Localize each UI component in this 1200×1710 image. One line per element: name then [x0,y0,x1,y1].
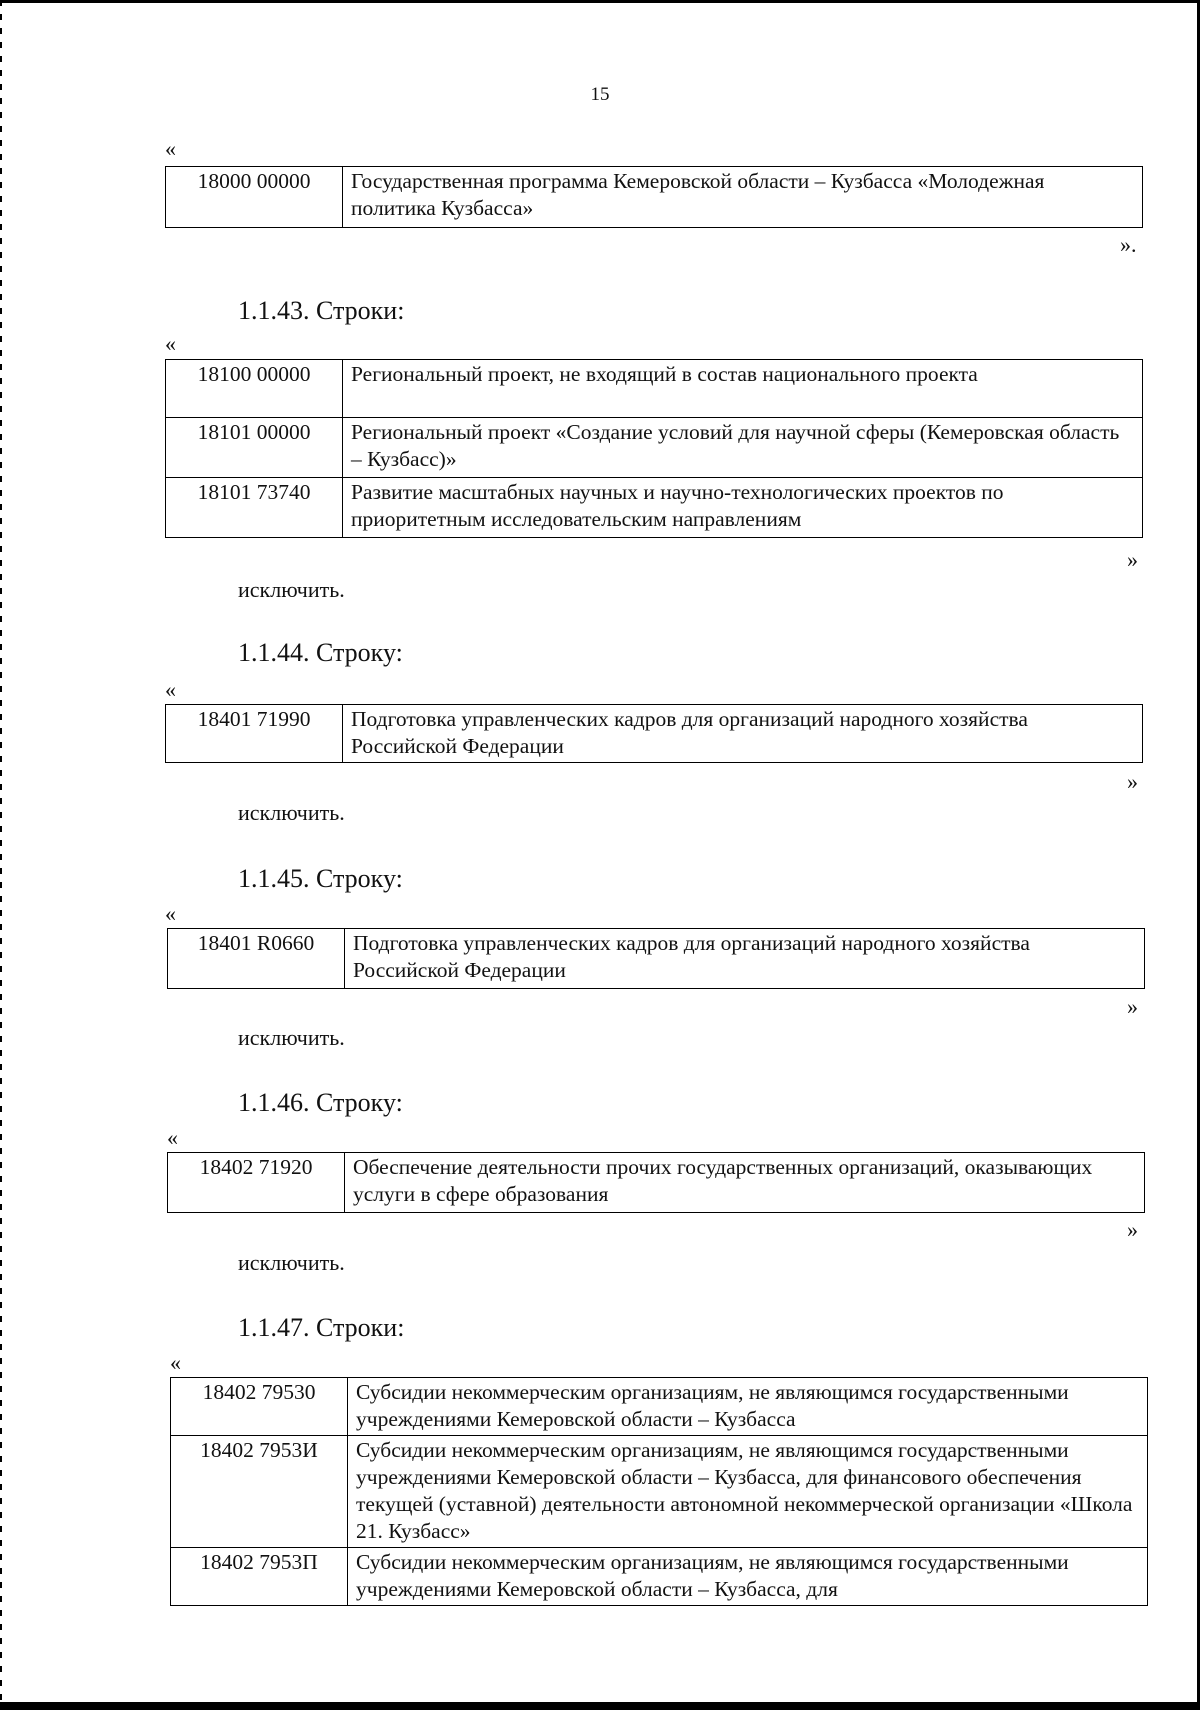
section-heading-1-1-43: 1.1.43. Строки: [238,296,405,325]
code-table-1-1-47 [170,1377,1148,1606]
row-description: Региональный проект «Создание условий для научной сферы (Кемеровская область – Кузбасс)» [343,418,1143,478]
section-heading-1-1-45: 1.1.45. Строку: [238,864,403,893]
open-quote: « [170,1350,181,1375]
row-description: Субсидии некоммерческим организациям, не являющимся государственными учреждениями Кемеровской области – Кузбасса, для [348,1548,1148,1606]
open-quote: « [165,901,176,926]
section-heading-1-1-44: 1.1.44. Строку: [238,638,403,667]
scan-border-left [0,0,2,1710]
close-quote: ». [1120,232,1137,257]
open-quote: « [165,331,176,356]
code-table-1-1-44 [165,704,1143,763]
row-code: 18101 73740 [166,478,343,538]
row-code: 18101 00000 [166,418,343,478]
open-quote: « [165,677,176,702]
code-table-1-1-46 [167,1152,1145,1213]
table-row [171,1436,1148,1548]
row-code: 18100 00000 [166,360,343,418]
row-code: 18402 7953И [171,1436,348,1548]
row-description: Субсидии некоммерческим организациям, не являющимся государственными учреждениями Кемеровской области – Кузбасса, для финансового обеспечения текущей (уставной) деятельности автономной некоммерческой организации «Школа 21. Кузбасс» [348,1436,1148,1548]
table-row [166,418,1143,478]
table-row [166,705,1143,763]
table-row [168,1153,1145,1213]
row-description: Подготовка управленческих кадров для организаций народного хозяйства Российской Федерации [343,705,1143,763]
row-description: Развитие масштабных научных и научно-технологических проектов по приоритетным исследовательским направлениям [343,478,1143,538]
table-row [166,478,1143,538]
code-table-1-1-45 [167,928,1145,989]
row-code: 18402 79530 [171,1378,348,1436]
scan-border-top [0,0,1200,3]
row-description: Региональный проект, не входящий в состав национального проекта [343,360,1143,418]
row-description: Обеспечение деятельности прочих государственных организаций, оказывающих услуги в сфере образования [345,1153,1145,1213]
row-code: 18402 7953П [171,1548,348,1606]
section-heading-1-1-46: 1.1.46. Строку: [238,1088,403,1117]
row-description: Подготовка управленческих кадров для организаций народного хозяйства Российской Федерации [345,929,1145,989]
table-row [171,1548,1148,1606]
table-row [166,360,1143,418]
close-quote: » [1127,1217,1138,1242]
table-row [168,929,1145,989]
exclude-instruction: исключить. [238,1250,345,1275]
scan-border-bottom [0,1702,1200,1710]
row-description: Государственная программа Кемеровской области – Кузбасса «Молодежная политика Кузбасса» [343,167,1143,228]
open-quote: « [167,1125,178,1150]
row-code: 18000 00000 [166,167,343,228]
close-quote: » [1127,769,1138,794]
row-code: 18402 71920 [168,1153,345,1213]
section-heading-1-1-47: 1.1.47. Строки: [238,1313,405,1342]
code-table-18000 [165,166,1143,228]
open-quote: « [165,136,176,161]
code-table-1-1-43 [165,359,1143,538]
row-code: 18401 R0660 [168,929,345,989]
exclude-instruction: исключить. [238,800,345,825]
row-description: Субсидии некоммерческим организациям, не являющимся государственными учреждениями Кемеровской области – Кузбасса [348,1378,1148,1436]
close-quote: » [1127,994,1138,1019]
close-quote: » [1127,547,1138,572]
table-row [171,1378,1148,1436]
exclude-instruction: исключить. [238,1025,345,1050]
page-number: 15 [590,84,610,105]
table-row [166,167,1143,228]
exclude-instruction: исключить. [238,577,345,602]
row-code: 18401 71990 [166,705,343,763]
